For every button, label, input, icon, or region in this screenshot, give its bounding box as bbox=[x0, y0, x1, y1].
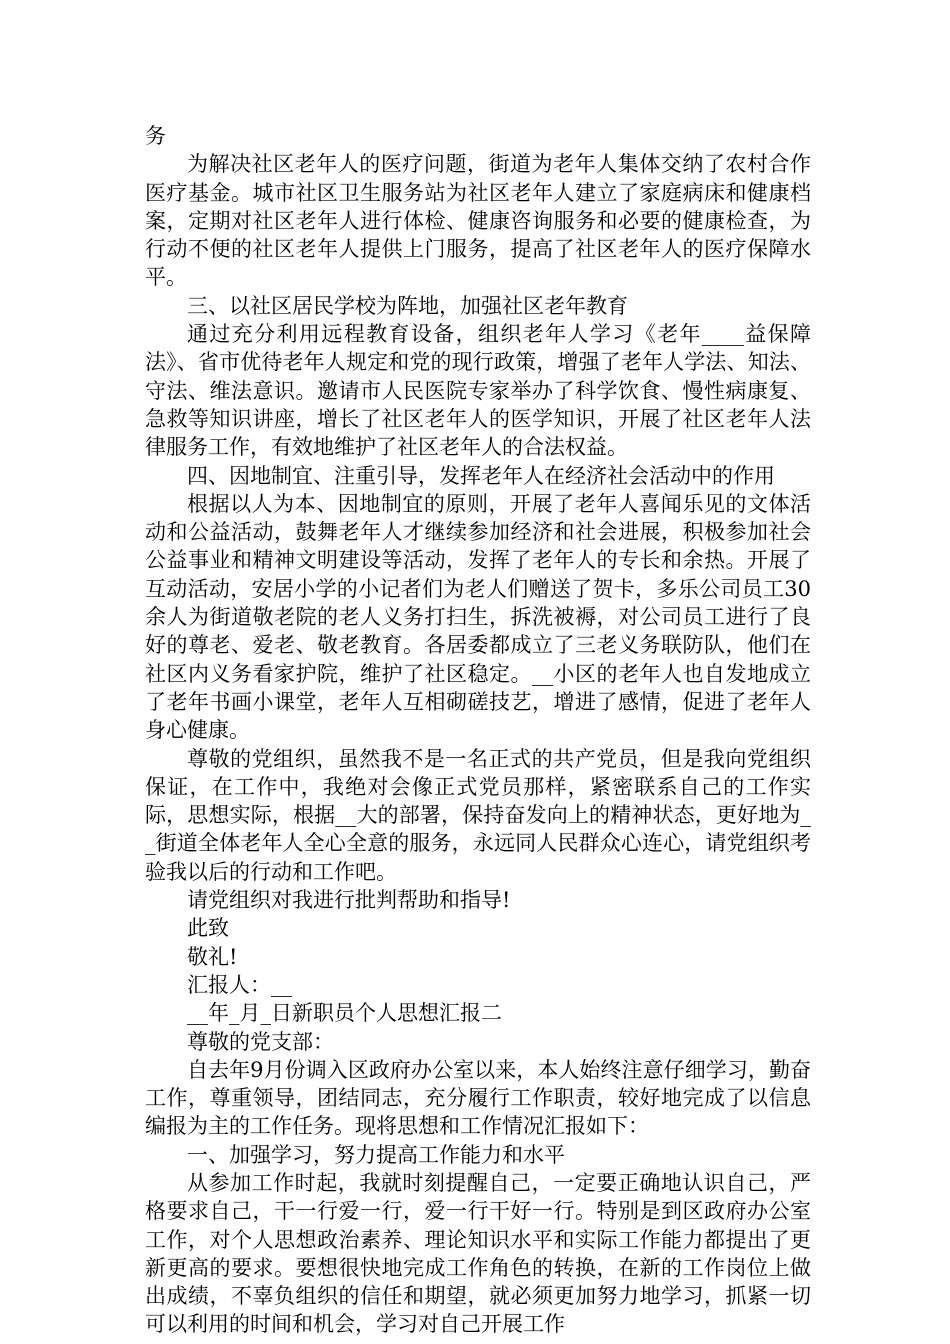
signature-line: 汇报人：__ bbox=[187, 972, 292, 997]
paragraph: 通过充分利用远程教育设备，组织老年人学习《老年____益保障法》、省市优待老年人规定和党的现行政策，增强了老年人学法、知法、守法、维法意识。邀请市人民医院专家举办了科学饮食、慢性病康复、急救等知识讲座，增长了社区老年人的医学知识，开展了社区老年人法律服务工作，有效地维护了社区老年人的合法权益。 bbox=[145, 322, 811, 460]
paragraph: 尊敬的党组织，虽然我不是一名正式的共产党员，但是我向党组织保证，在工作中，我绝对会像正式党员那样，紧密联系自己的工作实际，思想实际，根据__大的部署，保持奋发向上的精神状态，更好地为__街道全体老年人全心全意的服务，永远同人民群众心连心，请党组织考验我以后的行动和工作吧。 bbox=[145, 746, 811, 884]
paragraph: 根据以人为本、因地制宜的原则，开展了老年人喜闻乐见的文体活动和公益活动，鼓舞老年人才继续参加经济和社会进展，积极参加社会公益事业和精神文明建设等活动，发挥了老年人的专长和余热。开展了互动活动，安居小学的小记者们为老人们赠送了贺卡，多乐公司员工30余人为街道敬老院的老人义务打扫生，拆洗被褥，对公司员工进行了良好的尊老、爱老、敬老教育。各居委都成立了三老义务联防队，他们在社区内义务看家护院，维护了社区稳定。__小区的老年人也自发地成立了老年书画小课堂，老年人互相砌磋技艺，增进了感情，促进了老年人身心健康。 bbox=[145, 491, 811, 743]
paragraph: 从参加工作时起，我就时刻提醒自己，一定要正确地认识自己，严格要求自己，干一行爱一行，爱一行干好一行。特别是到区政府办公室工作，对个人思想政治素养、理论知识水平和实际工作能力都提出了更新更高的要求。要想很快地完成工作角色的转换，在新的工作岗位上做出成绩，不辜负组织的信任和期望，就必须更加努力地学习，抓紧一切可以利用的时间和机会，学习对自己开展工作 bbox=[145, 1170, 811, 1337]
section-heading: 一、加强学习，努力提高工作能力和水平 bbox=[187, 1142, 565, 1167]
paragraph: 务 bbox=[145, 124, 166, 148]
paragraph: 请党组织对我进行批判帮助和指导! bbox=[187, 888, 511, 913]
paragraph: 自去年9月份调入区政府办公室以来，本人始终注意仔细学习，勤奋工作，尊重领导，团结同志，充分履行工作职责，较好地完成了以信息编报为主的工作任务。现将思想和工作情况汇报如下： bbox=[145, 1057, 811, 1139]
section-heading: 四、因地制宜、注重引导，发挥老年人在经济社会活动中的作用 bbox=[187, 463, 775, 488]
paragraph: 为解决社区老年人的医疗问题，街道为老年人集体交纳了农村合作医疗基金。城市社区卫生服务站为社区老年人建立了家庭病床和健康档案，定期对社区老年人进行体检、健康咨询服务和必要的健康检查，为行动不便的社区老年人提供上门服务，提高了社区老年人的医疗保障水平。 bbox=[145, 152, 811, 290]
date-title-line: __年_月_日新职员个人思想汇报二 bbox=[187, 1001, 502, 1026]
section-heading: 三、以社区居民学校为阵地，加强社区老年教育 bbox=[187, 293, 628, 318]
salutation: 尊敬的党支部： bbox=[187, 1029, 334, 1054]
closing-line: 敬礼! bbox=[187, 944, 238, 969]
document-body bbox=[145, 122, 811, 1339]
closing-line: 此致 bbox=[187, 916, 229, 941]
